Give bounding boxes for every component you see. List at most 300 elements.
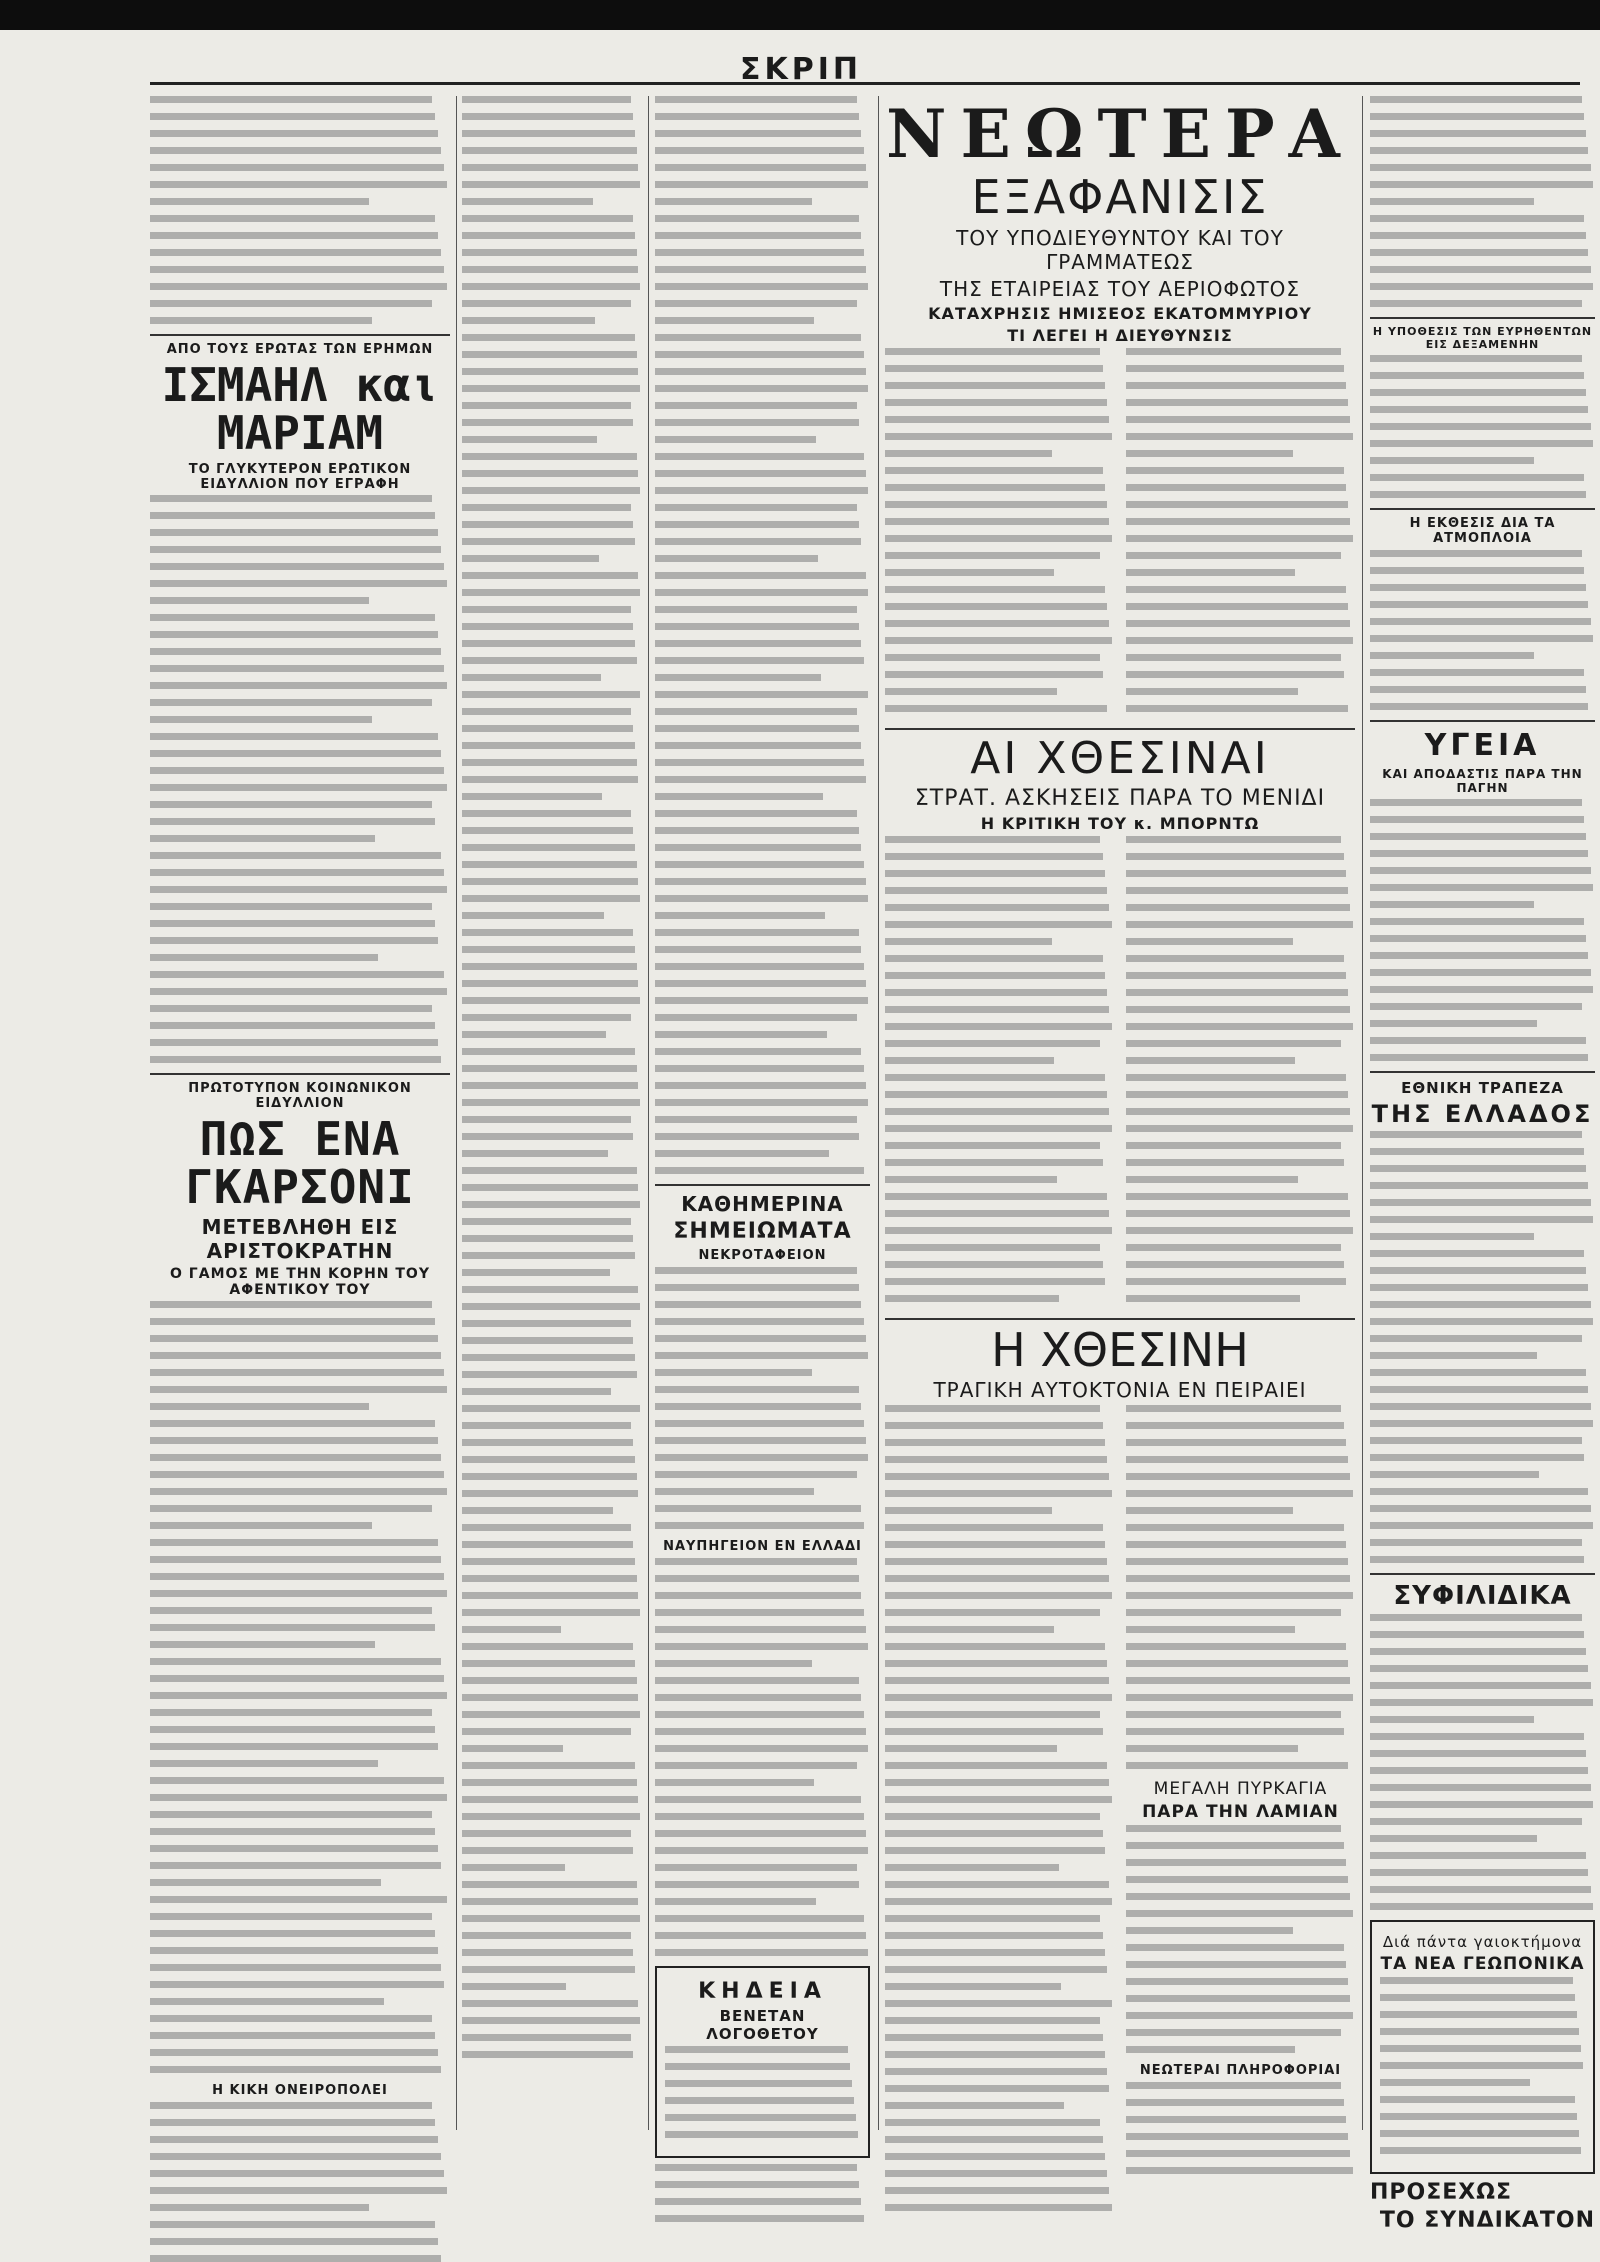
subheadline: ΤΗΣ ΕΤΑΙΡΕΙΑΣ ΤΟΥ ΑΕΡΙΟΦΩΤΟΣ	[939, 276, 1301, 301]
text-line	[462, 419, 633, 426]
headline-prosexos: ΠΡΟΣΕΧΩΣ	[1370, 2180, 1512, 2205]
text-line	[150, 1352, 441, 1359]
text-line	[1126, 1244, 1341, 1251]
subheadline: ΤΟΥ ΥΠΟΔΙΕΥΘΥΝΤΟΥ ΚΑΙ ΤΟΥ ΓΡΑΜΜΑΤΕΩΣ	[956, 225, 1284, 274]
text-line	[1126, 921, 1353, 928]
text-line	[885, 1881, 1109, 1888]
text-line	[655, 1813, 864, 1820]
text-line	[462, 436, 597, 443]
text-line	[1370, 1614, 1582, 1621]
text-line	[1380, 2028, 1579, 2035]
text-line	[655, 1048, 861, 1055]
text-line	[885, 1176, 1057, 1183]
section-subhead: ΝΕΩΤΕΡΑΙ ΠΛΗΡΟΦΟΡΙΑΙ	[1139, 2063, 1342, 2079]
text-line	[1126, 1490, 1353, 1497]
text-line	[1370, 1556, 1584, 1563]
text-line	[1370, 1539, 1582, 1546]
text-line	[655, 1369, 812, 1376]
column-rule	[648, 96, 649, 2130]
text-line	[885, 1609, 1100, 1616]
text-line	[1126, 1091, 1348, 1098]
text-line	[665, 2097, 854, 2104]
text-line	[150, 2119, 435, 2126]
text-line	[150, 1039, 438, 1046]
text-line	[150, 2238, 438, 2245]
text-line	[1370, 601, 1588, 608]
text-line	[885, 1847, 1105, 1854]
text-line	[655, 2164, 857, 2171]
text-line	[150, 2170, 444, 2177]
text-line	[1370, 1818, 1582, 1825]
text-line	[1370, 816, 1584, 823]
text-line	[150, 1420, 435, 1427]
text-line	[150, 1777, 444, 1784]
section-subhead: Η ΕΚΘΕΣΙΣ ΔΙΑ ΤΑ ΑΤΜΟΠΛΟΙΑ	[1409, 516, 1556, 546]
text-line	[1126, 1660, 1348, 1667]
text-line	[885, 1507, 1052, 1514]
headline-syndikaton: ΤΟ ΣΥΝΔΙΚΑΤΟΝ	[1379, 2208, 1595, 2233]
text-line	[150, 903, 432, 910]
text-line	[1370, 1699, 1593, 1706]
text-line	[462, 1711, 640, 1718]
text-line	[462, 1745, 563, 1752]
text-line	[1126, 955, 1344, 962]
text-line	[150, 954, 378, 961]
text-line	[655, 368, 866, 375]
text-line	[885, 904, 1109, 911]
two-column-body	[885, 836, 1355, 1312]
text-line	[1370, 266, 1591, 273]
text-line	[1370, 1216, 1593, 1223]
text-line	[885, 603, 1107, 610]
text-line	[655, 1301, 861, 1308]
text-line	[462, 572, 638, 579]
text-line	[150, 300, 432, 307]
text-line	[1126, 569, 1295, 576]
text-line	[150, 1947, 438, 1954]
text-line	[655, 1881, 859, 1888]
text-line	[885, 1711, 1100, 1718]
text-line	[462, 283, 640, 290]
text-line	[655, 1660, 812, 1667]
text-line	[462, 929, 633, 936]
text-line	[1126, 484, 1346, 491]
text-line	[462, 538, 635, 545]
text-line	[655, 691, 868, 698]
text-line	[885, 1040, 1100, 1047]
text-line	[665, 2080, 852, 2087]
text-line	[1126, 2133, 1348, 2140]
advert-title: ΤΑ ΝΕΑ ΓΕΩΠΟΝΙΚΑ	[1380, 1954, 1585, 1974]
text-line	[665, 2063, 850, 2070]
text-line	[150, 699, 432, 706]
text-line	[655, 1505, 861, 1512]
text-line	[655, 538, 861, 545]
text-line	[1370, 372, 1584, 379]
text-line	[655, 1014, 857, 1021]
text-line	[1370, 1505, 1591, 1512]
text-line	[462, 1099, 640, 1106]
text-line	[462, 1762, 635, 1769]
text-line	[655, 147, 864, 154]
text-line	[885, 1193, 1107, 1200]
text-line	[885, 2000, 1112, 2007]
text-line	[150, 1913, 432, 1920]
text-line	[1126, 1592, 1353, 1599]
text-line	[150, 2187, 447, 2194]
text-line	[150, 529, 438, 536]
text-line	[1126, 450, 1293, 457]
text-line	[150, 283, 447, 290]
text-line	[462, 1303, 640, 1310]
text-line	[462, 1201, 640, 1208]
text-line	[150, 1658, 441, 1665]
text-line	[655, 1932, 866, 1939]
section-subhead: ΝΕΚΡΟΤΑΦΕΙΟΝ	[698, 1248, 827, 1263]
text-line	[462, 555, 599, 562]
text-line	[462, 895, 640, 902]
text-line	[150, 96, 432, 103]
text-line	[150, 1726, 435, 1733]
text-line	[885, 1643, 1105, 1650]
text-line	[462, 1728, 631, 1735]
text-line	[885, 1405, 1100, 1412]
column-rule	[1362, 96, 1363, 2130]
text-line	[885, 2136, 1103, 2143]
text-line	[150, 920, 435, 927]
text-line	[150, 495, 432, 502]
text-line	[885, 2085, 1109, 2092]
text-line	[1126, 887, 1348, 894]
text-line	[462, 1949, 633, 1956]
text-line	[655, 1915, 864, 1922]
text-line	[462, 1507, 613, 1514]
text-line	[1126, 1575, 1350, 1582]
text-line	[655, 1558, 857, 1565]
text-line	[885, 433, 1112, 440]
text-line	[1370, 686, 1586, 693]
text-line	[150, 937, 438, 944]
text-line	[1126, 1456, 1348, 1463]
text-line	[1126, 1876, 1348, 1883]
text-line	[1380, 2147, 1581, 2154]
text-line	[1370, 1471, 1539, 1478]
text-line	[1126, 1558, 1348, 1565]
text-line	[885, 569, 1054, 576]
text-line	[150, 181, 447, 188]
text-line	[150, 113, 435, 120]
text-line	[462, 249, 637, 256]
text-line	[1126, 671, 1344, 678]
text-line	[462, 606, 631, 613]
text-line	[1126, 1694, 1353, 1701]
text-line	[1126, 1541, 1346, 1548]
text-line	[462, 504, 631, 511]
text-line	[1126, 1159, 1344, 1166]
divider	[885, 728, 1355, 730]
text-line	[1370, 1148, 1584, 1155]
text-line	[150, 1590, 447, 1597]
text-line	[462, 487, 640, 494]
text-line	[655, 1065, 864, 1072]
text-line	[1380, 2079, 1530, 2086]
text-line	[1126, 1176, 1298, 1183]
text-line	[1370, 969, 1591, 976]
text-line	[1126, 2029, 1341, 2036]
text-line	[885, 1524, 1103, 1531]
text-line	[150, 1522, 372, 1529]
text-line	[462, 759, 637, 766]
text-line	[462, 402, 631, 409]
section-kicker: ΠΡΩΤΟΤΥΠΟΝ ΚΟΙΝΩΝΙΚΟΝ ΕΙΔΥΛΛΙΟΝ	[188, 1080, 412, 1111]
text-line	[655, 1488, 814, 1495]
text-line	[655, 96, 857, 103]
text-line	[1370, 669, 1584, 676]
text-line	[655, 674, 821, 681]
column-1	[150, 96, 450, 2130]
subheadline: ΚΑΙ ΑΠΟΔΑΣΤΙΣ ΠΑΡΑ ΤΗΝ ΠΑΓΗΝ	[1382, 767, 1583, 795]
text-line	[150, 580, 447, 587]
text-line	[885, 1057, 1054, 1064]
text-line	[462, 657, 637, 664]
text-line	[1370, 164, 1591, 171]
section-title-simeiomata: ΣΗΜΕΙΩΜΑΤΑ	[673, 1219, 852, 1244]
text-line	[885, 1813, 1100, 1820]
text-line	[885, 518, 1109, 525]
text-line	[150, 164, 444, 171]
text-line	[885, 1006, 1109, 1013]
text-line	[462, 1150, 608, 1157]
text-line	[1126, 382, 1346, 389]
text-line	[655, 1267, 857, 1274]
text-line	[462, 1830, 631, 1837]
text-line	[1370, 1386, 1588, 1393]
text-line	[150, 1403, 369, 1410]
text-line	[150, 750, 441, 757]
text-line	[1126, 2082, 1341, 2089]
text-line	[1370, 1003, 1582, 1010]
text-line	[1370, 1903, 1593, 1910]
text-line	[885, 955, 1103, 962]
text-line	[462, 1337, 633, 1344]
text-line	[885, 1159, 1103, 1166]
text-line	[462, 980, 638, 987]
text-line	[885, 1558, 1107, 1565]
text-line	[462, 1898, 638, 1905]
text-line	[655, 351, 864, 358]
text-line	[655, 793, 823, 800]
text-line	[655, 640, 861, 647]
text-line	[885, 688, 1057, 695]
text-line	[150, 1998, 384, 2005]
text-line	[1370, 618, 1591, 625]
text-line	[1370, 1682, 1591, 1689]
text-line	[1370, 1716, 1534, 1723]
body-text	[150, 2102, 450, 2262]
text-line	[1370, 1403, 1591, 1410]
text-line	[885, 1949, 1105, 1956]
text-line	[655, 164, 866, 171]
text-line	[1126, 972, 1346, 979]
text-line	[885, 1091, 1107, 1098]
text-line	[462, 1558, 635, 1565]
text-line	[150, 1743, 438, 1750]
text-line	[1126, 1961, 1346, 1968]
text-line	[1126, 518, 1350, 525]
text-line	[655, 283, 868, 290]
body-text	[885, 1405, 1114, 2221]
text-line	[150, 716, 372, 723]
divider	[655, 1184, 870, 1186]
body-text	[150, 1301, 450, 2073]
column-rule	[456, 96, 457, 2130]
text-line	[150, 1692, 447, 1699]
text-line	[1126, 637, 1353, 644]
text-line	[655, 300, 857, 307]
text-line	[885, 938, 1052, 945]
text-line	[1126, 433, 1353, 440]
text-line	[655, 1728, 866, 1735]
divider	[1370, 1071, 1595, 1073]
text-line	[462, 708, 631, 715]
text-line	[150, 886, 447, 893]
body-text	[462, 96, 642, 2058]
text-line	[150, 317, 372, 324]
text-line	[1126, 535, 1353, 542]
text-line	[1126, 1227, 1353, 1234]
text-line	[1126, 1927, 1293, 1934]
text-line	[150, 147, 441, 154]
text-line	[885, 2187, 1109, 2194]
text-line	[655, 725, 859, 732]
text-line	[655, 1099, 868, 1106]
text-line	[655, 1318, 864, 1325]
section-subhead: Η ΚΙΚΗ ΟΝΕΙΡΟΠΟΛΕΙ	[212, 2083, 388, 2099]
page-header	[0, 48, 1600, 92]
text-line	[1370, 867, 1591, 874]
text-line	[655, 878, 866, 885]
subheadline: ΚΑΤΑΧΡΗΣΙΣ ΗΜΙΣΕΟΣ ΕΚΑΤΟΜΜΥΡΙΟΥ	[928, 303, 1312, 323]
text-line	[150, 1845, 438, 1852]
text-line	[1370, 1037, 1586, 1044]
text-line	[1126, 1745, 1298, 1752]
text-line	[150, 2255, 441, 2262]
body-text	[1370, 799, 1595, 1061]
text-line	[462, 691, 640, 698]
text-line	[1126, 870, 1346, 877]
text-line	[462, 1082, 638, 1089]
text-line	[885, 1932, 1103, 1939]
text-line	[462, 334, 635, 341]
subheadline: ΜΕΓΑΛΗ ΠΥΡΚΑΓΙΑ	[1153, 1779, 1328, 1800]
text-line	[1370, 96, 1582, 103]
text-line	[1126, 1711, 1341, 1718]
text-line	[462, 266, 638, 273]
text-line	[1370, 491, 1586, 498]
text-line	[1126, 1405, 1341, 1412]
body-text	[1370, 355, 1595, 498]
text-line	[1370, 550, 1582, 557]
text-line	[665, 2114, 856, 2121]
text-line	[885, 1023, 1112, 1030]
text-line	[462, 300, 631, 307]
text-line	[885, 1295, 1059, 1302]
text-line	[150, 2015, 432, 2022]
headline-chthesini: Η ΧΘΕΣΙΝΗ	[991, 1322, 1249, 1377]
text-line	[655, 929, 859, 936]
text-line	[1370, 952, 1588, 959]
text-line	[462, 1796, 638, 1803]
text-line	[885, 348, 1100, 355]
subheadline: ΠΑΡΑ ΤΗΝ ΛΑΜΙΑΝ	[1142, 1802, 1339, 1823]
text-line	[885, 1108, 1109, 1115]
text-line	[462, 997, 640, 1004]
text-line	[462, 1167, 637, 1174]
text-line	[1370, 1267, 1586, 1274]
text-line	[1370, 215, 1584, 222]
text-line	[150, 1794, 447, 1801]
text-line	[462, 470, 638, 477]
text-line	[462, 1031, 606, 1038]
text-line	[462, 2000, 638, 2007]
text-line	[1126, 654, 1341, 661]
text-line	[655, 1031, 827, 1038]
text-line	[1370, 1420, 1593, 1427]
text-line	[1126, 1040, 1341, 1047]
text-line	[1370, 423, 1591, 430]
text-line	[655, 1694, 861, 1701]
text-line	[462, 351, 637, 358]
header-rule	[150, 82, 1580, 85]
text-line	[462, 317, 595, 324]
text-line	[655, 1609, 864, 1616]
text-line	[1126, 989, 1348, 996]
text-line	[655, 742, 861, 749]
text-line	[1126, 2116, 1346, 2123]
bank-name: ΤΗΣ ΕΛΛΑΔΟΣ	[1371, 1100, 1594, 1128]
text-line	[885, 1210, 1109, 1217]
text-line	[1370, 986, 1593, 993]
text-line	[462, 2034, 631, 2041]
text-line	[1370, 1284, 1588, 1291]
text-line	[150, 1056, 441, 1063]
text-line	[1126, 1910, 1353, 1917]
text-line	[1126, 1643, 1346, 1650]
body-text	[1380, 1977, 1585, 2154]
text-line	[462, 1116, 631, 1123]
text-line	[150, 1335, 438, 1342]
text-line	[1126, 1524, 1344, 1531]
text-line	[885, 1473, 1109, 1480]
text-line	[1370, 1801, 1593, 1808]
text-line	[1370, 1869, 1588, 1876]
text-line	[1126, 2099, 1344, 2106]
text-line	[1126, 1762, 1348, 1769]
text-line	[1370, 1733, 1584, 1740]
headline-garsoni: ΠΩΣ ΕΝΑ ΓΚΑΡΣΟΝΙ	[185, 1111, 415, 1214]
body-text	[665, 2046, 860, 2138]
text-line	[1370, 935, 1586, 942]
text-line	[1370, 635, 1593, 642]
headline-exafanisis: ΕΞΑΦΑΝΙΣΙΣ	[971, 170, 1269, 225]
text-line	[655, 113, 859, 120]
text-line	[462, 1269, 610, 1276]
text-line	[885, 416, 1109, 423]
text-line	[1126, 1422, 1344, 1429]
text-line	[655, 470, 866, 477]
text-line	[1370, 652, 1534, 659]
text-line	[1126, 1278, 1346, 1285]
